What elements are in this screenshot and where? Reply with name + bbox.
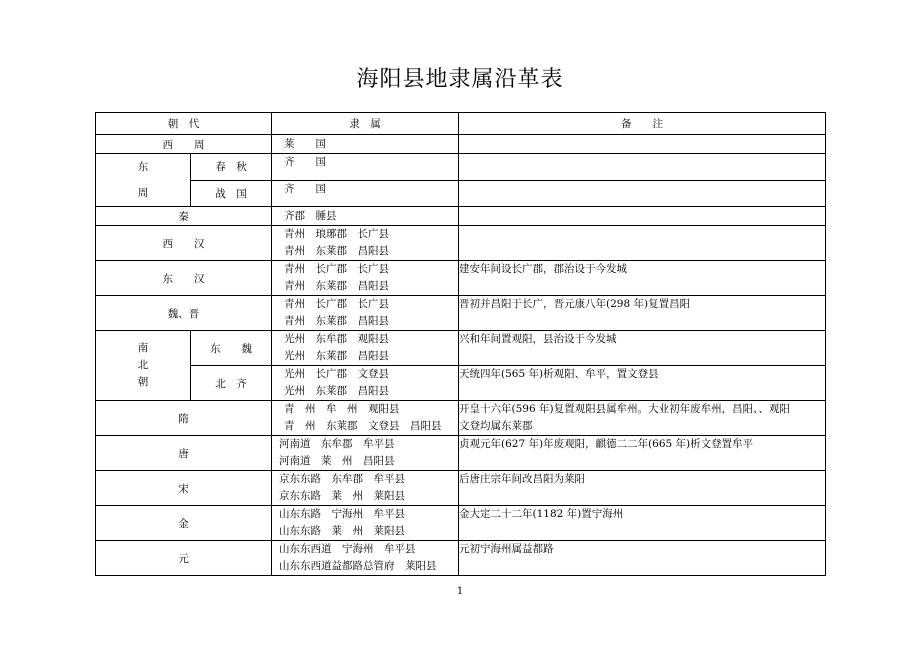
affiliation-cell	[272, 366, 459, 401]
affiliation-cell	[272, 471, 459, 506]
affiliation-line: 光州 东牟郡 观阳县	[284, 333, 389, 345]
history-table	[95, 112, 826, 576]
affiliation-line: 河南道 东牟郡 牟平县	[279, 438, 395, 450]
affiliation-cell	[272, 331, 459, 366]
group-cell-nanbeichao	[96, 331, 191, 401]
note-line: 开皇十六年(596 年)复置观阳县属牟州。大业初年废牟州，昌阳、、观阳	[459, 403, 790, 415]
dynasty-cell: 战 国	[191, 180, 272, 207]
note-cell	[459, 135, 826, 154]
table-row	[96, 366, 826, 401]
table-row	[96, 135, 826, 154]
table-row	[96, 506, 826, 541]
affiliation-cell	[272, 296, 459, 331]
note-cell	[459, 226, 826, 261]
table-row	[96, 207, 826, 226]
affiliation-cell	[272, 135, 459, 154]
table-row	[96, 541, 826, 576]
group-char: 周	[137, 187, 149, 199]
note-line: 文登均属东莱郡	[459, 420, 533, 432]
note-cell: 贞观元年(627 年)年废观阳，麒德二二年(665 年)析文登置牟平	[459, 436, 826, 471]
affiliation-line: 青 州 东莱郡 文登县 昌阳县	[284, 420, 442, 432]
affiliation-line: 齐郡 腄县	[284, 209, 337, 222]
affiliation-line: 青州 东莱郡 昌阳县	[284, 245, 389, 257]
affiliation-cell	[272, 506, 459, 541]
affiliation-line: 山东东西道 宁海州 牟平县	[279, 543, 416, 555]
affiliation-cell	[272, 261, 459, 296]
dynasty-cell: 隋	[96, 401, 272, 436]
dynasty-cell: 北 齐	[191, 366, 272, 401]
affiliation-line: 青州 东莱郡 昌阳县	[284, 280, 389, 292]
affiliation-line: 青 州 牟 州 观阳县	[284, 403, 400, 415]
table-row	[96, 261, 826, 296]
affiliation-line: 光州 长广郡 文登县	[284, 368, 389, 380]
affiliation-cell	[272, 541, 459, 576]
note-cell: 晋初并昌阳于长广，晋元康八年(298 年)复置昌阳	[459, 296, 826, 331]
note-cell: 金大定二十二年(1182 年)置宁海州	[459, 506, 826, 541]
dynasty-cell: 春 秋	[191, 154, 272, 181]
header-affiliation: 隶 属	[272, 113, 459, 135]
table-row	[96, 154, 826, 181]
affiliation-cell	[272, 207, 459, 226]
note-cell	[459, 180, 826, 207]
affiliation-line: 光州 东莱郡 昌阳县	[284, 350, 389, 362]
note-cell: 后唐庄宗年间改昌阳为莱阳	[459, 471, 826, 506]
affiliation-line: 青州 东莱郡 昌阳县	[284, 315, 389, 327]
dynasty-cell: 秦	[96, 207, 272, 226]
note-cell	[459, 207, 826, 226]
note-cell: 兴和年间置观阳，县治设于今发城	[459, 331, 826, 366]
note-cell	[459, 154, 826, 181]
affiliation-line: 齐 国	[284, 182, 326, 195]
table-row	[96, 226, 826, 261]
table-row	[96, 180, 826, 207]
affiliation-cell	[272, 154, 459, 181]
header-row	[96, 113, 826, 135]
group-char: 南	[137, 342, 149, 354]
affiliation-line: 山东东西道益都路总管府 莱阳县	[279, 560, 437, 572]
group-char: 北	[137, 359, 149, 371]
affiliation-cell	[272, 436, 459, 471]
dynasty-cell: 魏、晋	[96, 296, 272, 331]
table-row	[96, 331, 826, 366]
dynasty-cell: 西 汉	[96, 226, 272, 261]
affiliation-line: 青州 琅琊郡 长广县	[284, 228, 389, 240]
table-row	[96, 296, 826, 331]
table-row	[96, 436, 826, 471]
dynasty-cell: 元	[96, 541, 272, 576]
dynasty-cell: 东 汉	[96, 261, 272, 296]
affiliation-line: 山东东路 宁海州 牟平县	[279, 508, 405, 520]
note-cell: 天统四年(565 年)析观阳、牟平，置文登县	[459, 366, 826, 401]
dynasty-cell: 东 魏	[191, 331, 272, 366]
note-cell: 元初宁海州属益都路	[459, 541, 826, 576]
dynasty-cell: 唐	[96, 436, 272, 471]
affiliation-cell	[272, 401, 459, 436]
group-char: 朝	[137, 376, 149, 388]
affiliation-line: 齐 国	[284, 156, 326, 168]
header-dynasty: 朝 代	[96, 113, 272, 135]
affiliation-line: 山东东路 莱 州 莱阳县	[279, 525, 405, 537]
affiliation-cell	[272, 180, 459, 207]
page-title: 海阳县地隶属沿革表	[356, 67, 564, 92]
table-row	[96, 401, 826, 436]
affiliation-line: 光州 东莱郡 昌阳县	[284, 385, 389, 397]
affiliation-line: 青州 长广郡 长广县	[284, 263, 389, 275]
page-number: 1	[456, 586, 464, 597]
dynasty-cell: 宋	[96, 471, 272, 506]
affiliation-line: 京东东路 东牟郡 牟平县	[279, 473, 405, 485]
dynasty-cell: 金	[96, 506, 272, 541]
table-row	[96, 471, 826, 506]
affiliation-line: 河南道 莱 州 昌阳县	[279, 455, 395, 467]
note-cell: 建安年间设长广郡，郡治设于今发城	[459, 261, 826, 296]
group-cell-dongzhou	[96, 154, 191, 207]
affiliation-cell	[272, 226, 459, 261]
dynasty-cell: 西 周	[96, 135, 272, 154]
affiliation-line: 京东东路 莱 州 莱阳县	[279, 490, 405, 502]
header-notes: 备 注	[459, 113, 826, 135]
note-cell	[459, 401, 826, 436]
affiliation-line: 青州 长广郡 长广县	[284, 298, 389, 310]
group-char: 东	[137, 161, 149, 173]
affiliation-line: 莱 国	[284, 137, 326, 150]
